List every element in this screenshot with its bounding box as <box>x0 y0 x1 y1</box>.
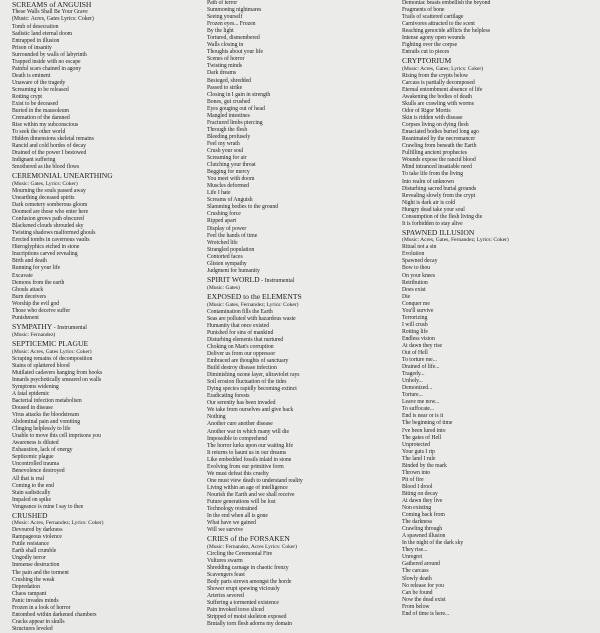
lyric-line: On your knees <box>402 272 436 279</box>
lyric-line: Arteries severed <box>207 592 244 599</box>
lyric-line: We take from ourselves and give back <box>207 407 294 414</box>
lyric-line: Bacterial infection metabolism <box>12 398 82 405</box>
lyric-line: Crawling through <box>402 526 443 533</box>
lyric-line: Demons from the earth <box>12 279 65 286</box>
song-title <box>12 340 197 348</box>
lyric-line: Reanimated by the necromancer <box>402 136 476 143</box>
lyric-line: Punishment <box>12 314 39 321</box>
lyric-line: Doomed are those who enter here <box>12 209 89 216</box>
song-credit: (Music: Gates) <box>207 285 240 292</box>
lyric-line: Burn deceivers <box>12 293 47 300</box>
lyric-line: Rancid and cold hordes of decay <box>12 143 86 150</box>
lyric-line: Those who deceive suffer <box>12 307 71 314</box>
lyric-line: The horror lurks upon our waiting life <box>207 442 293 449</box>
lyric-line: Strangled population <box>207 246 255 253</box>
lyric-line: Painful scars chained in agony <box>12 65 82 72</box>
lyric-line: Screaming to be released <box>12 86 69 93</box>
lyric-line: Contamination fills the Earth <box>207 308 273 315</box>
lyric-line: Chaos rampant <box>12 590 47 597</box>
lyric-line: Awakening the bodies of death <box>402 93 472 100</box>
lyric-line: Structures leveled <box>12 625 53 632</box>
lyric-line: Trails of scattered cartilage <box>402 14 464 21</box>
lyric-line: Leave me now... <box>402 399 440 406</box>
lyric-line: The beginning of time <box>402 420 453 427</box>
lyric-line: Hidden dimensions skeletal remains <box>12 136 94 143</box>
lyric-line: Closing in I gain in strength <box>207 91 271 98</box>
lyric-line: Disturbing elements that nurtured <box>207 336 284 343</box>
lyric-line: Brutally torn flesh adorns my domain <box>207 621 292 628</box>
lyric-line: Judgment for humanity <box>207 267 260 274</box>
lyric-line: Contorted faces <box>207 253 243 260</box>
lyric-line: Twisting minds <box>207 63 242 70</box>
song-title-suffix: - Instrumental <box>52 324 87 331</box>
lyric-line: Does exist <box>402 286 426 293</box>
lyric-line: Choking on Man's corruption <box>207 343 274 350</box>
lyric-line: Entrails cut to pieces <box>402 49 450 56</box>
lyric-line: Fulfilling ancient prophecies <box>402 150 467 157</box>
song-credit: (Music: Gates, Lyrics: Coker) <box>12 180 78 187</box>
lyric-line: Shower erupt spewing viciously <box>207 585 280 592</box>
lyric-line: Unprotected <box>402 441 430 448</box>
lyric-line: Excavate <box>12 272 33 279</box>
lyric-line: Septicemic plague <box>12 454 54 461</box>
lyric-line: Ritual not a sin <box>402 244 437 251</box>
lyric-line: Rotting crypt <box>12 93 42 100</box>
song-block <box>207 535 392 628</box>
lyric-line: Reaching genocide afflicts the helpless <box>402 28 491 35</box>
lyric-line: In the end when all is gone <box>207 513 268 520</box>
lyric-line: Drained of life... <box>402 364 440 371</box>
lyric-line: Twisting shadows malformed ghouls <box>12 230 96 237</box>
lyric-line: Another cure another disease <box>207 421 273 428</box>
song-title <box>207 293 392 301</box>
lyric-line: Life I hate <box>207 190 231 197</box>
lyric-line: Ripped apart <box>207 218 237 225</box>
lyric-line: Will we survive <box>207 527 243 534</box>
lyric-line: Impaled on spike <box>12 496 51 503</box>
lyric-line: Vengeance is mine I say to thee <box>12 503 84 510</box>
lyric-line: To suffocate... <box>402 406 435 413</box>
lyric-line: Summoning nightmares <box>207 7 262 14</box>
lyric-line: Scavengers feast <box>207 571 245 578</box>
lyric-line: Impossible to comprehend <box>207 435 268 442</box>
song-credit: (Music: Acres, Gates Lyrics: Coker) <box>12 348 92 355</box>
lyric-line: Tortured, dismembered <box>207 35 260 42</box>
song-block <box>402 229 590 618</box>
lyric-line: Glisten sympathy <box>207 260 247 267</box>
lyric-line: Unholy... <box>402 378 423 385</box>
lyric-line: The pain and the torment <box>12 569 69 576</box>
lyric-line: The carcass <box>402 568 429 575</box>
lyric-line: Inscriptions carved revealing <box>12 251 78 258</box>
lyric-line: Devoured by darkness <box>12 527 63 534</box>
lyric-line: Drained of the power I bestowed <box>12 150 87 157</box>
lyric-line: Carnivores attracted to the scent <box>402 21 475 28</box>
lyric-line: Into realm of unknown <box>402 178 455 185</box>
lyric-line: Torture... <box>402 392 423 399</box>
lyric-line: Mangled intestines <box>207 112 250 119</box>
lyric-line: Fractured limbs piercing <box>207 119 263 126</box>
lyric-line: Cracks appear in skulls <box>12 618 65 625</box>
lyric-line: Display of power <box>207 225 247 232</box>
song-block <box>207 276 392 292</box>
lyric-line: Bleeding profusely <box>207 133 251 140</box>
lyric-line: Stripped of moist skeleton exposed <box>207 614 287 621</box>
lyric-line: Clutching your throat <box>207 162 256 169</box>
lyric-line: At dawn they live <box>402 498 443 504</box>
lyric-line: Blood I drool <box>402 483 433 490</box>
lyric-line: Screams of Anguish <box>207 197 253 204</box>
lyric-line: Deliver us from our oppressor <box>207 351 276 358</box>
lyric-line: Birth and death <box>12 258 47 265</box>
lyric-line: Virus attacks the bloodstream <box>12 412 79 419</box>
lyric-line: Fragments of bone <box>402 7 445 14</box>
lyric-line: Embraced are thoughts of sanctuary <box>207 358 289 365</box>
lyric-line: Unaware of the tragedy <box>12 79 66 86</box>
song-title <box>207 535 392 543</box>
lyric-line: Wounds expose the rancid blood <box>402 157 476 164</box>
lyric-line: Exhaustion, lack of energy <box>12 447 73 454</box>
song-title-text: SYMPATHY <box>12 321 53 331</box>
lyric-line: Confusion grows path obscured <box>12 216 84 223</box>
lyric-line: Unable to move this cell imprisons you <box>12 433 101 440</box>
lyric-line: Bones, gut crushed <box>207 98 251 105</box>
lyric-line: Feel my wrath <box>207 140 240 147</box>
lyric-line: Surrounded by walls of labyrinth <box>12 51 87 58</box>
lyric-line: These Walls Shall Be Your Grave <box>12 9 88 16</box>
lyric-line: You meet with doom <box>207 176 255 183</box>
lyric-line: Muscles deformed <box>207 183 249 190</box>
lyric-line: Seeing yourself <box>207 14 243 21</box>
lyric-line: We must defeat this cruelty <box>207 470 269 477</box>
song-block <box>402 57 590 227</box>
lyric-line: Skulls are crawling with worms <box>402 101 474 108</box>
lyric-line: Erected tombs in cavernous vaults <box>12 237 90 244</box>
lyric-line: Nothing <box>207 414 226 421</box>
lyric-line: They rise... <box>402 547 428 554</box>
song-block <box>402 0 590 56</box>
lyric-line: Crushing force <box>207 211 241 218</box>
lyric-line: Ghouls attack <box>12 286 44 293</box>
song-title <box>12 512 197 520</box>
lyric-line: Fighting over the corpse <box>402 42 458 49</box>
lyric-line: Buried in the mausoleum <box>12 108 70 115</box>
lyric-line: Futile resistance <box>12 541 49 548</box>
lyric-line: Mourning the souls passed away <box>12 187 86 194</box>
song-title-text: SPIRIT WORLD <box>207 274 260 284</box>
lyric-line: No release for you <box>402 582 444 589</box>
lyric-line: Benevolence destroyed <box>12 468 65 475</box>
lyric-line: Our serenity has been invaded <box>207 400 276 407</box>
song-block <box>12 323 197 339</box>
lyric-line: Death is eminent <box>12 72 51 79</box>
lyric-line: Dark dreams <box>207 70 237 77</box>
lyric-line: Demoniac beasts embellish the beyond <box>402 0 491 6</box>
song-block <box>12 512 197 633</box>
lyric-line: Prison of insanity <box>12 44 52 51</box>
song-title <box>207 276 392 285</box>
lyric-line: Stain sadistically <box>12 489 51 496</box>
lyric-line: Binded by the mark <box>402 462 447 469</box>
song-credit: (Music: Acres, Fernandez; Lyrics: Coker) <box>12 520 104 527</box>
lyric-line: Innards psychotically smeared on walls <box>12 376 102 383</box>
lyric-line: Blackened clouds shrouded sky <box>12 223 84 230</box>
lyric-line: Circling the Ceremonial Fire <box>207 550 273 557</box>
lyric-line: Mutilated cadavers hanging from hooks <box>12 369 103 376</box>
lyric-line: Cremation of the damned <box>12 115 70 122</box>
lyric-line: Frozen in a look of horror <box>12 604 71 611</box>
lyric-line: End of time is here... <box>402 610 450 617</box>
lyric-line: Hieroglyphics etched in stone <box>12 244 80 251</box>
lyric-line: Exist to be deceased <box>12 101 58 108</box>
lyric-line: Skin is ridden with disease <box>402 115 463 122</box>
lyric-line: Scenes of horror <box>207 56 245 63</box>
lyric-line: Evolution <box>402 251 425 258</box>
lyric-line: Worship the evil god <box>12 300 60 307</box>
song-title-text: SCREAMS of ANGUISH <box>12 0 92 9</box>
lyric-line: Walls closing in <box>207 42 244 49</box>
lyric-line: Corpses living on dying flesh <box>402 122 469 129</box>
lyric-line: Slowly death <box>402 575 432 582</box>
lyrics-column-2 <box>207 0 392 628</box>
lyric-line: Feel the hands of time <box>207 232 258 239</box>
lyric-line: (Music: Acres, Gates Lyrics: Coker) <box>12 16 94 23</box>
lyric-line: Dark cemetery somberous gloom <box>12 202 88 209</box>
song-title <box>12 172 197 180</box>
lyric-line: By the light <box>207 28 234 35</box>
lyric-line: Die <box>402 293 411 300</box>
lyric-line: Odor of Rigor Mortis <box>402 108 451 115</box>
lyric-line: Passed to strike <box>207 84 243 91</box>
lyric-line: Consumption of the flesh living die <box>402 213 483 220</box>
lyric-line: Crawling from beneath the Earth <box>402 143 477 150</box>
lyric-line: Besieged, shredded <box>207 77 251 84</box>
lyric-line: Immense destruction <box>12 562 60 569</box>
lyric-line: Ungodly terror <box>12 555 46 562</box>
lyric-line: Eradicating forests <box>207 393 250 400</box>
lyric-line: It is forbidden to stay alive <box>402 220 463 227</box>
lyric-line: I've been lured into <box>402 427 446 434</box>
lyric-line: A fatal epidemic <box>12 390 50 397</box>
lyric-line: Your guts I rip <box>402 448 435 455</box>
lyric-line: Technology restrained <box>207 506 258 513</box>
lyric-line: Smothered as the blood flows <box>12 164 80 171</box>
lyric-line: Earth shall crumble <box>12 548 57 555</box>
lyric-line: Pit of fire <box>402 476 424 483</box>
lyric-line: Hungry dead take your soul <box>402 206 465 213</box>
lyric-line: Conquer me <box>402 300 430 307</box>
lyric-line: Gathered around <box>402 561 440 568</box>
lyric-line: Nourish the Earth and we shall receive <box>207 491 295 498</box>
lyric-line: Rise within my subconscious <box>12 122 79 129</box>
lyric-line: Awareness is diluted <box>12 440 59 447</box>
song-credit: (Music: Acres, Gates; Lyrics: Coker) <box>402 65 484 72</box>
lyric-line: Crushing the weak <box>12 576 55 583</box>
song-title-text: CRUSHED <box>12 510 48 520</box>
lyric-line: Begging for mercy <box>207 169 250 176</box>
lyric-line: Path of terror <box>207 0 238 6</box>
lyric-line: Dying species rapidly becoming extinct <box>207 386 297 393</box>
song-credit: (Music: Fernandez, Acres Lyrics: Coker) <box>207 543 297 550</box>
lyric-line: Out of Hell <box>402 350 428 357</box>
lyric-line: I will crush <box>402 321 428 328</box>
lyric-line: Suffering a tormented existence <box>207 600 279 607</box>
song-block <box>12 172 197 321</box>
lyric-line: Coming back from <box>402 512 445 519</box>
lyric-line: Carcass is partially decomposed <box>402 79 475 86</box>
lyric-line: Retribution <box>402 279 428 286</box>
lyric-line: Eyes gouging out of head <box>207 105 265 112</box>
lyric-line: Punished for sins of mankind <box>207 329 274 336</box>
lyric-line: Endless vision <box>402 335 435 342</box>
lyric-line: End is near or is it <box>402 413 444 420</box>
lyrics-column-1 <box>12 0 197 633</box>
lyric-line: Spawned decay <box>402 258 438 265</box>
lyric-line: Eternal entombment absence of life <box>402 86 483 93</box>
lyric-line: Unearthing deceased spirits <box>12 194 75 201</box>
lyric-line: To seek the other world <box>12 129 66 136</box>
lyric-line: Future generations will be lost <box>207 499 276 505</box>
lyric-line: Mind intranced insatiable need <box>402 164 472 171</box>
lyric-line: Seas are polluted with hazardous waste <box>207 315 296 322</box>
lyric-line: Vultures swarm <box>207 557 243 564</box>
lyric-line: Unregret <box>402 554 423 561</box>
lyric-line: Body parts strewn amongst the horde <box>207 578 292 585</box>
lyrics-column-3 <box>402 0 590 618</box>
lyric-line: Rotting life <box>402 328 428 335</box>
lyric-line: Panic invades minds <box>12 597 59 604</box>
song-title-suffix: - Instrumental <box>259 277 295 284</box>
lyric-line: Night is dark air is cold <box>402 199 456 206</box>
lyric-line: Stains of splattered blood <box>12 362 70 369</box>
lyric-line: Entombed within darkened chambers <box>12 611 97 618</box>
lyric-line: Running for your life <box>12 265 61 272</box>
lyric-line: Entrapped in illusion <box>12 37 60 44</box>
lyric-line: In the night of the dark sky <box>402 540 464 547</box>
lyric-line: Frozen eyes... Frozen <box>207 21 256 28</box>
song-block <box>12 340 197 510</box>
song-title <box>12 323 197 332</box>
lyric-line: Sadistic land eternal doom <box>12 30 73 37</box>
lyric-line: Intense agony open wounds <box>402 35 466 42</box>
lyric-line: Tragedy... <box>402 371 425 378</box>
lyric-line: The darkness <box>402 519 433 526</box>
lyric-line: Rising from the crypts below <box>402 72 468 79</box>
lyric-line: Disturbing sacred burial grounds <box>402 185 477 192</box>
lyric-line: What have we gained <box>207 520 256 527</box>
lyric-line: Terrorizing <box>402 314 428 321</box>
song-title <box>12 1 197 9</box>
lyric-line: Coming to the end <box>12 482 54 489</box>
song-title <box>402 229 590 237</box>
lyric-line: Evolving from our primitive form <box>207 463 284 470</box>
lyric-line: Pain invoked torso sliced <box>207 607 264 614</box>
lyric-line: All that is real <box>12 475 45 482</box>
lyric-line: Tomb of desecration <box>12 23 59 30</box>
lyric-line: Biting on decay <box>402 490 438 497</box>
lyric-line: Emaciated bodies buried long ago <box>402 129 479 136</box>
lyric-line: Soil erosion fluctuation of the tides <box>207 379 287 386</box>
lyric-line: To torture me... <box>402 357 437 364</box>
lyric-line: Scraping remains of decomposition <box>12 355 93 362</box>
lyric-line: Humanity that once existed <box>207 322 270 329</box>
lyric-line: Crush your soul <box>207 147 244 154</box>
lyric-line: You'll survive <box>402 307 434 314</box>
song-credit: (Music: Acres, Gates, Fernandez; Lyrics: Coker) <box>402 237 509 244</box>
lyric-line: Uncontrolled trauma <box>12 461 59 468</box>
song-block <box>12 1 197 171</box>
lyric-line: Thoughts about your life <box>207 49 264 56</box>
lyric-line: Bow to thou <box>402 265 430 272</box>
lyric-line: Trapped inside with no escape <box>12 58 81 65</box>
song-block <box>207 0 392 275</box>
lyric-line: Slamming bodies to the ground <box>207 204 279 211</box>
lyric-line: Screaming for air <box>207 155 247 162</box>
lyric-line: One must view death to understand reality <box>207 477 303 484</box>
lyric-line: Build destroy disease infection <box>207 365 277 372</box>
lyric-line: Doused in disease <box>12 405 53 412</box>
lyric-line: To take life from the living <box>402 171 463 178</box>
lyric-line: Through the flesh <box>207 126 248 133</box>
song-credit: (Music: Gates, Fernandez; Lyrics: Coker) <box>207 301 299 308</box>
song-title-text: EXPOSED to the ELEMENTS <box>207 292 302 302</box>
lyric-line: Depredation <box>12 583 40 590</box>
lyric-line: At dawn they rise <box>402 342 443 349</box>
lyric-line: Abdominal pain and vomiting <box>12 419 81 426</box>
lyric-line: A spawned illusion <box>402 533 446 540</box>
lyric-line: Another war in which many will die <box>207 428 289 435</box>
lyric-line: Shredding carnage in chaotic frenzy <box>207 564 289 571</box>
lyric-line: Clinging helplessly to life <box>12 426 71 433</box>
lyric-line: Revealing slowly from the crypt <box>402 192 476 199</box>
lyric-line: Rampageous violence <box>12 534 62 541</box>
song-credit: (Music: Fernandez) <box>12 332 56 339</box>
lyric-line: Wretched life <box>207 239 238 246</box>
lyric-line: Thrown into <box>402 469 431 476</box>
lyric-line: Can be found <box>402 589 433 596</box>
song-title <box>402 57 590 65</box>
lyric-line: Non existing <box>402 505 432 512</box>
lyric-line: Demonized... <box>402 385 433 392</box>
lyric-line: It returns to haunt us in our dreams <box>207 449 287 456</box>
lyric-line: Indignant suffering <box>12 157 56 164</box>
lyric-line: Now the dead exist <box>402 596 446 603</box>
lyric-line: The land I rule <box>402 455 436 462</box>
song-title-text: CRYPTORIUM <box>402 56 452 66</box>
song-title-text: SPAWNED ILLUSION <box>402 227 475 237</box>
lyric-line: From below <box>402 603 430 610</box>
song-title-text: SEPTICEMIC PLAGUE <box>12 339 89 349</box>
lyric-line: Living within an age of intelligence <box>207 484 288 491</box>
lyric-line: Symptoms widening <box>12 383 59 390</box>
lyric-line: Diminishing ozone layer, ultraviolet rays <box>207 372 300 379</box>
lyric-line: The gates of Hell <box>402 434 442 441</box>
lyric-line: Like embedded fossils inlaid in stone <box>207 456 292 463</box>
song-title-text: CRIES of the FORSAKEN <box>207 534 290 544</box>
song-block <box>207 293 392 534</box>
song-title-text: CEREMONIAL UNEARTHING <box>12 171 113 181</box>
